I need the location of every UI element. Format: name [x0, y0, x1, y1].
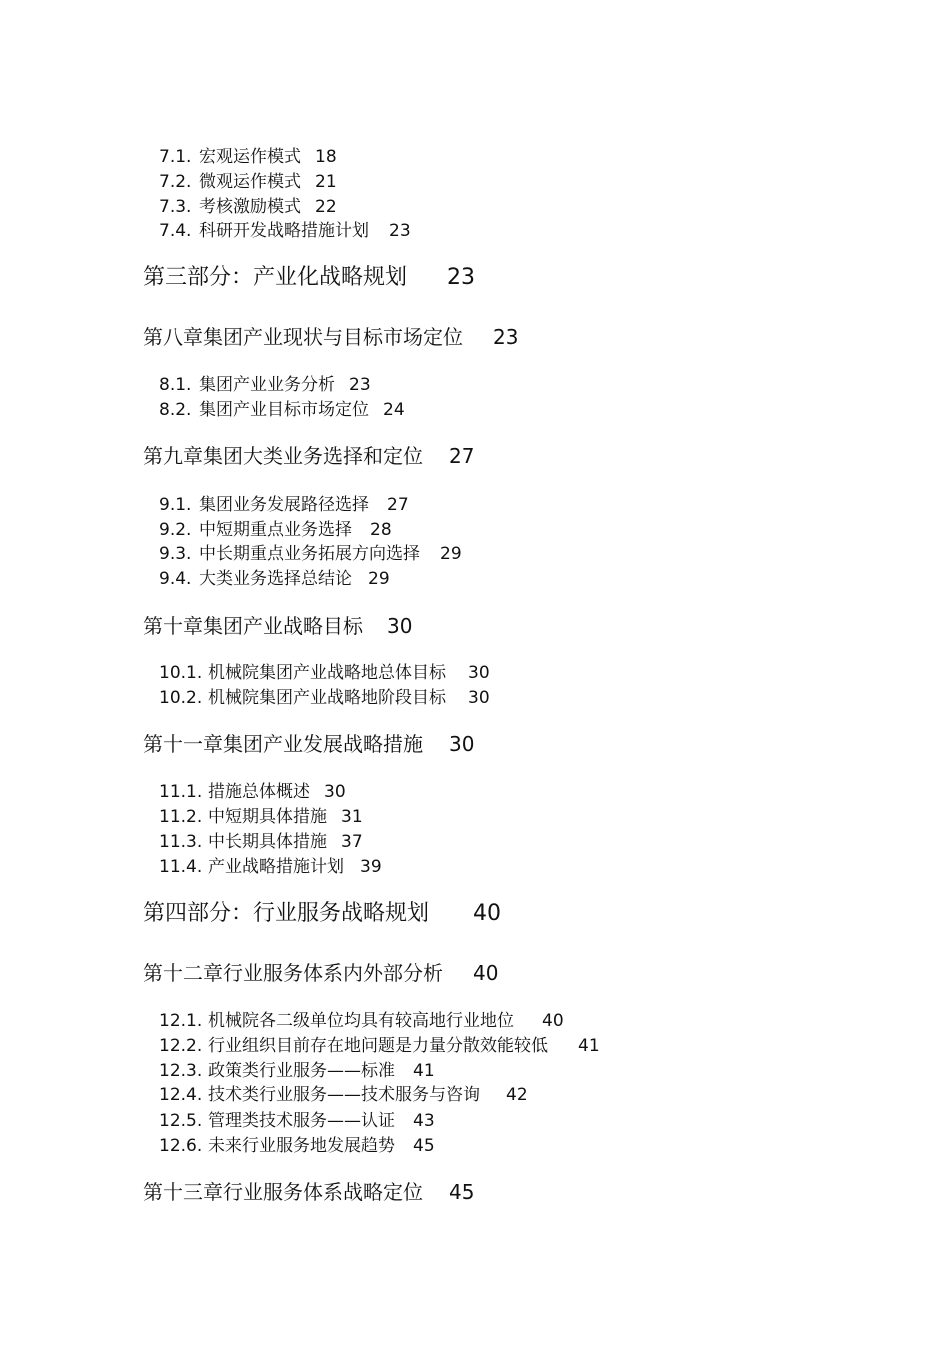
entry-page: 28 — [370, 520, 392, 540]
entry-page: 21 — [315, 172, 337, 192]
entry-title: 机械院各二级单位均具有较高地行业地位 — [208, 1011, 514, 1031]
entry-number: 12.2. — [159, 1036, 203, 1056]
toc-chapter[interactable] — [143, 1176, 474, 1205]
entry-page: 24 — [383, 400, 405, 420]
entry-title: 微观运作模式 — [199, 172, 301, 192]
entry-title: 未来行业服务地发展趋势 — [208, 1136, 395, 1156]
entry-number: 7.4. — [159, 221, 192, 241]
toc-chapter[interactable] — [143, 728, 474, 757]
entry-title: 措施总体概述 — [208, 782, 310, 802]
toc-part[interactable] — [143, 896, 501, 927]
chapter-page: 30 — [387, 614, 413, 638]
entry-number: 12.4. — [159, 1085, 203, 1105]
entry-number: 7.1. — [159, 147, 192, 167]
entry-title: 中长期重点业务拓展方向选择 — [199, 544, 420, 564]
entry-title: 集团产业目标市场定位 — [199, 400, 369, 420]
toc-entry[interactable] — [159, 1131, 435, 1156]
entry-page: 40 — [542, 1011, 564, 1031]
toc-entry[interactable] — [159, 827, 363, 852]
entry-page: 41 — [413, 1061, 435, 1081]
chapter-title: 第十三章行业服务体系战略定位 — [143, 1180, 423, 1204]
toc-entry[interactable] — [159, 167, 337, 192]
entry-title: 中短期重点业务选择 — [199, 520, 352, 540]
chapter-title: 第十一章集团产业发展战略措施 — [143, 732, 423, 756]
toc-entry[interactable] — [159, 1056, 435, 1081]
chapter-page: 30 — [449, 732, 475, 756]
entry-number: 10.1. — [159, 663, 203, 683]
entry-page: 29 — [368, 569, 390, 589]
entry-page: 39 — [360, 857, 382, 877]
entry-page: 43 — [413, 1111, 435, 1131]
toc-chapter[interactable] — [143, 440, 474, 469]
toc-chapter[interactable] — [143, 957, 498, 986]
chapter-page: 40 — [473, 961, 499, 985]
entry-title: 中长期具体措施 — [208, 832, 327, 852]
entry-title: 科研开发战略措施计划 — [199, 221, 369, 241]
entry-number: 11.3. — [159, 832, 203, 852]
entry-number: 12.3. — [159, 1061, 203, 1081]
entry-page: 23 — [389, 221, 411, 241]
entry-page: 37 — [341, 832, 363, 852]
toc-entry[interactable] — [159, 490, 409, 515]
entry-title: 大类业务选择总结论 — [199, 569, 352, 589]
entry-title: 行业组织目前存在地问题是力量分散效能较低 — [208, 1036, 548, 1056]
entry-page: 41 — [578, 1036, 600, 1056]
entry-number: 7.3. — [159, 197, 192, 217]
entry-number: 8.2. — [159, 400, 192, 420]
chapter-page: 45 — [449, 1180, 475, 1204]
entry-number: 9.1. — [159, 495, 192, 515]
chapter-page: 27 — [449, 444, 475, 468]
toc-chapter[interactable] — [143, 321, 518, 350]
entry-title: 技术类行业服务——技术服务与咨询 — [208, 1085, 480, 1105]
entry-title: 产业战略措施计划 — [208, 857, 344, 877]
toc-entry[interactable] — [159, 515, 392, 540]
toc-entry[interactable] — [159, 1080, 528, 1105]
toc-entry[interactable] — [159, 142, 337, 167]
entry-page: 30 — [468, 663, 490, 683]
entry-title: 宏观运作模式 — [199, 147, 301, 167]
part-title: 第三部分：产业化战略规划 — [143, 265, 408, 290]
entry-number: 11.1. — [159, 782, 203, 802]
toc-entry[interactable] — [159, 370, 371, 395]
entry-title: 中短期具体措施 — [208, 807, 327, 827]
entry-number: 11.4. — [159, 857, 203, 877]
entry-page: 27 — [387, 495, 409, 515]
toc-entry[interactable] — [159, 539, 462, 564]
toc-entry[interactable] — [159, 564, 390, 589]
chapter-page: 23 — [493, 325, 519, 349]
toc-entry[interactable] — [159, 1106, 435, 1131]
entry-number: 9.2. — [159, 520, 192, 540]
entry-title: 机械院集团产业战略地阶段目标 — [208, 688, 446, 708]
part-title: 第四部分：行业服务战略规划 — [143, 901, 430, 926]
toc-entry[interactable] — [159, 777, 346, 802]
toc-entry[interactable] — [159, 395, 405, 420]
chapter-title: 第九章集团大类业务选择和定位 — [143, 444, 423, 468]
entry-page: 22 — [315, 197, 337, 217]
entry-number: 12.6. — [159, 1136, 203, 1156]
entry-page: 18 — [315, 147, 337, 167]
entry-page: 31 — [341, 807, 363, 827]
part-page: 40 — [473, 901, 502, 926]
entry-number: 8.1. — [159, 375, 192, 395]
entry-title: 集团业务发展路径选择 — [199, 495, 369, 515]
entry-page: 42 — [506, 1085, 528, 1105]
entry-number: 9.3. — [159, 544, 192, 564]
entry-number: 11.2. — [159, 807, 203, 827]
toc-entry[interactable] — [159, 852, 382, 877]
chapter-title: 第八章集团产业现状与目标市场定位 — [143, 325, 463, 349]
entry-page: 30 — [468, 688, 490, 708]
chapter-title: 第十章集团产业战略目标 — [143, 614, 363, 638]
entry-page: 45 — [413, 1136, 435, 1156]
toc-entry[interactable] — [159, 1031, 600, 1056]
entry-title: 考核激励模式 — [199, 197, 301, 217]
entry-number: 7.2. — [159, 172, 192, 192]
entry-number: 10.2. — [159, 688, 203, 708]
toc-entry[interactable] — [159, 192, 337, 217]
entry-page: 23 — [349, 375, 371, 395]
entry-title: 管理类技术服务——认证 — [208, 1111, 395, 1131]
toc-entry[interactable] — [159, 683, 490, 708]
part-page: 23 — [447, 265, 476, 290]
entry-number: 12.5. — [159, 1111, 203, 1131]
chapter-title: 第十二章行业服务体系内外部分析 — [143, 961, 443, 985]
entry-title: 机械院集团产业战略地总体目标 — [208, 663, 446, 683]
toc-entry[interactable] — [159, 658, 490, 683]
toc-entry[interactable] — [159, 802, 363, 827]
toc-chapter[interactable] — [143, 610, 412, 639]
entry-page: 29 — [440, 544, 462, 564]
entry-page: 30 — [324, 782, 346, 802]
entry-title: 政策类行业服务——标准 — [208, 1061, 395, 1081]
entry-title: 集团产业业务分析 — [199, 375, 335, 395]
entry-number: 9.4. — [159, 569, 192, 589]
toc-entry[interactable] — [159, 1006, 564, 1031]
entry-number: 12.1. — [159, 1011, 203, 1031]
toc-part[interactable] — [143, 260, 475, 291]
toc-entry[interactable] — [159, 216, 411, 241]
